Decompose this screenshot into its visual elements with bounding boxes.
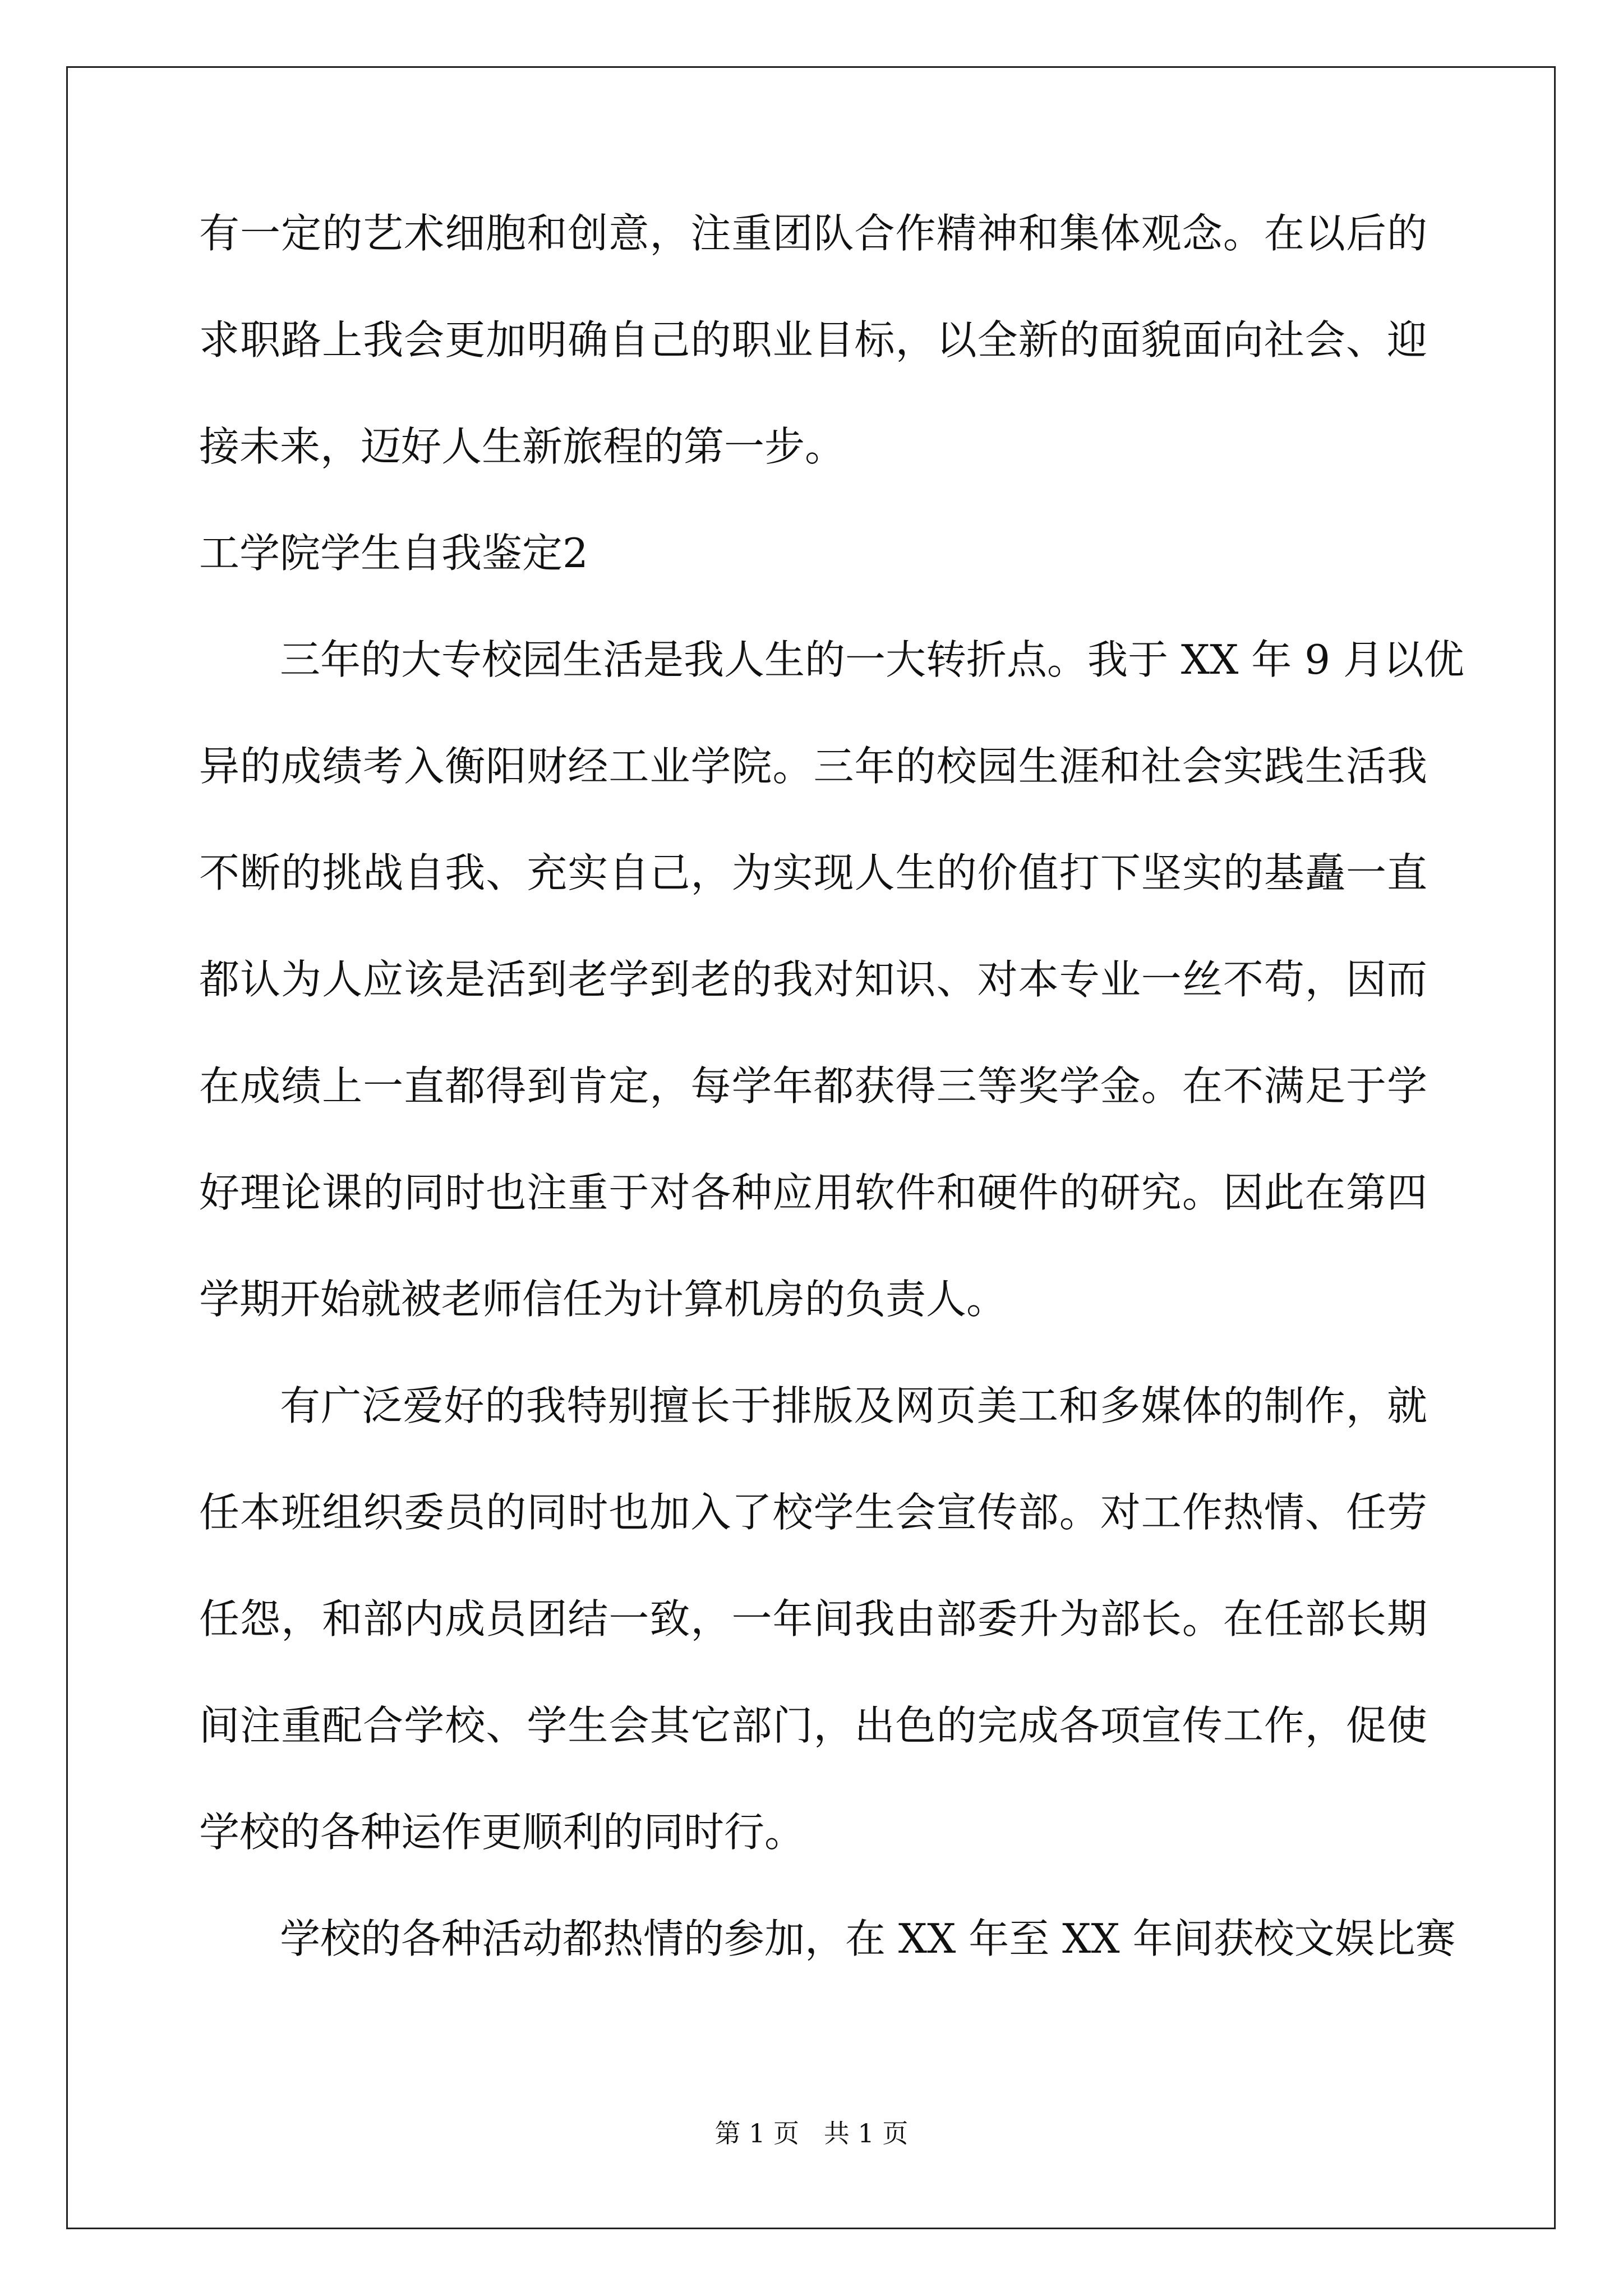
text-line: 在成绩上一直都得到肯定，每学年都获得三等奖学金。在不满足于学 [199,1062,1427,1110]
text-line: 三年的大专校园生活是我人生的一大转折点。我于 XX 年 9 月以优 [280,636,1464,683]
text-line: 学校的各种运作更顺利的同时行。 [199,1809,805,1856]
document-body [199,210,1464,2025]
page-footer: 第 1 页 共 1 页 [714,2118,909,2148]
text-line: 都认为人应该是活到老学到老的我对知识、对本专业一丝不苟，因而 [199,956,1427,1003]
text-line: 异的成绩考入衡阳财经工业学院。三年的校园生涯和社会实践生活我 [199,743,1427,790]
text-line: 求职路上我会更加明确自己的职业目标，以全新的面貌面向社会、迎 [199,316,1427,364]
text-line: 接未来，迈好人生新旅程的第一步。 [199,423,846,470]
text-line: 间注重配合学校、学生会其它部门，出色的完成各项宣传工作，促使 [199,1702,1427,1749]
text-line: 任怨，和部内成员团结一致，一年间我由部委升为部长。在任部长期 [199,1595,1427,1642]
text-line: 学校的各种活动都热情的参加，在 XX 年至 XX 年间获校文娱比赛 [280,1915,1456,1962]
text-line: 不断的挑战自我、充实自己，为实现人生的价值打下坚实的基矗一直 [199,849,1427,896]
text-line: 工学院学生自我鉴定2 [199,530,588,577]
text-line: 有广泛爱好的我特别擅长于排版及网页美工和多媒体的制作，就 [280,1382,1427,1429]
text-line: 有一定的艺术细胞和创意，注重团队合作精神和集体观念。在以后的 [199,210,1427,257]
text-line: 任本班组织委员的同时也加入了校学生会宣传部。对工作热情、任劳 [199,1489,1427,1536]
text-line: 好理论课的同时也注重于对各种应用软件和硬件的研究。因此在第四 [199,1169,1427,1216]
text-line: 学期开始就被老师信任为计算机房的负责人。 [199,1276,1007,1323]
